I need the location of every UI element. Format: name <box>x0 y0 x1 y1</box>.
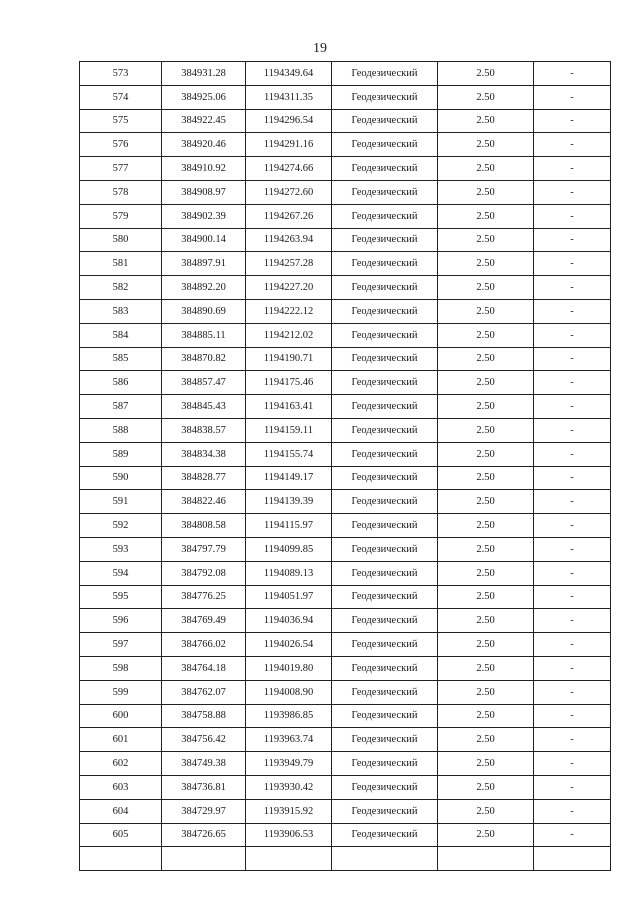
y-coordinate-cell: 1194227.20 <box>246 276 332 300</box>
table-row <box>80 347 611 371</box>
x-coordinate-cell: 384792.08 <box>162 561 246 585</box>
point-number-cell: 601 <box>80 728 162 752</box>
point-number-cell: 583 <box>80 299 162 323</box>
method-cell: Геодезический <box>332 537 438 561</box>
method-cell: Геодезический <box>332 62 438 86</box>
table-row <box>80 204 611 228</box>
x-coordinate-cell: 384828.77 <box>162 466 246 490</box>
description-cell: - <box>534 276 611 300</box>
point-number-cell: 598 <box>80 656 162 680</box>
description-cell: - <box>534 775 611 799</box>
method-cell: Геодезический <box>332 442 438 466</box>
method-cell: Геодезический <box>332 609 438 633</box>
accuracy-cell: 2.50 <box>438 276 534 300</box>
accuracy-cell: 2.50 <box>438 299 534 323</box>
description-cell: - <box>534 514 611 538</box>
table-row <box>80 656 611 680</box>
accuracy-cell: 2.50 <box>438 656 534 680</box>
method-cell: Геодезический <box>332 204 438 228</box>
accuracy-cell: 2.50 <box>438 490 534 514</box>
description-cell: - <box>534 585 611 609</box>
accuracy-cell: 2.50 <box>438 157 534 181</box>
table-row <box>80 299 611 323</box>
description-cell: - <box>534 252 611 276</box>
table-row <box>80 252 611 276</box>
table-row <box>80 109 611 133</box>
y-coordinate-cell: 1194311.35 <box>246 85 332 109</box>
point-number-cell: 584 <box>80 323 162 347</box>
y-coordinate-cell: 1194291.16 <box>246 133 332 157</box>
table-row <box>80 561 611 585</box>
method-cell: Геодезический <box>332 823 438 847</box>
accuracy-cell: 2.50 <box>438 323 534 347</box>
method-cell: Геодезический <box>332 395 438 419</box>
point-number-cell: 593 <box>80 537 162 561</box>
point-number-cell: 590 <box>80 466 162 490</box>
accuracy-cell: 2.50 <box>438 537 534 561</box>
description-cell: - <box>534 323 611 347</box>
table-row <box>80 442 611 466</box>
accuracy-cell: 2.50 <box>438 62 534 86</box>
table-row <box>80 371 611 395</box>
point-number-cell: 580 <box>80 228 162 252</box>
table-row <box>80 395 611 419</box>
x-coordinate-cell: 384736.81 <box>162 775 246 799</box>
point-number-cell: 600 <box>80 704 162 728</box>
y-coordinate-cell: 1194272.60 <box>246 180 332 204</box>
table-row <box>80 609 611 633</box>
description-cell: - <box>534 561 611 585</box>
x-coordinate-cell: 384808.58 <box>162 514 246 538</box>
point-number-cell: 581 <box>80 252 162 276</box>
y-coordinate-cell: 1194149.17 <box>246 466 332 490</box>
y-coordinate-cell: 1194349.64 <box>246 62 332 86</box>
method-cell: Геодезический <box>332 752 438 776</box>
y-coordinate-cell: 1194296.54 <box>246 109 332 133</box>
x-coordinate-cell: 384769.49 <box>162 609 246 633</box>
y-coordinate-cell: 1194089.13 <box>246 561 332 585</box>
table-row <box>80 704 611 728</box>
x-coordinate-cell: 384870.82 <box>162 347 246 371</box>
method-cell: Геодезический <box>332 85 438 109</box>
point-number-cell: 586 <box>80 371 162 395</box>
description-cell: - <box>534 728 611 752</box>
point-number-cell: 599 <box>80 680 162 704</box>
method-cell: Геодезический <box>332 514 438 538</box>
method-cell: Геодезический <box>332 180 438 204</box>
x-coordinate-cell: 384729.97 <box>162 799 246 823</box>
point-number-cell: 594 <box>80 561 162 585</box>
method-cell: Геодезический <box>332 704 438 728</box>
accuracy-cell: 2.50 <box>438 371 534 395</box>
table-row <box>80 180 611 204</box>
y-coordinate-cell: 1194019.80 <box>246 656 332 680</box>
x-coordinate-cell: 384920.46 <box>162 133 246 157</box>
y-coordinate-cell: 1194051.97 <box>246 585 332 609</box>
table-row <box>80 418 611 442</box>
y-coordinate-cell: 1194099.85 <box>246 537 332 561</box>
description-cell: - <box>534 180 611 204</box>
description-cell: - <box>534 371 611 395</box>
x-coordinate-cell: 384897.91 <box>162 252 246 276</box>
accuracy-cell: 2.50 <box>438 133 534 157</box>
table-row <box>80 633 611 657</box>
method-cell: Геодезический <box>332 775 438 799</box>
x-coordinate-cell: 384766.02 <box>162 633 246 657</box>
method-cell: Геодезический <box>332 728 438 752</box>
method-cell: Геодезический <box>332 561 438 585</box>
spacer-cell <box>332 847 438 871</box>
method-cell: Геодезический <box>332 299 438 323</box>
accuracy-cell: 2.50 <box>438 347 534 371</box>
accuracy-cell: 2.50 <box>438 85 534 109</box>
accuracy-cell: 2.50 <box>438 204 534 228</box>
method-cell: Геодезический <box>332 276 438 300</box>
description-cell: - <box>534 442 611 466</box>
y-coordinate-cell: 1193963.74 <box>246 728 332 752</box>
method-cell: Геодезический <box>332 133 438 157</box>
table-row <box>80 466 611 490</box>
description-cell: - <box>534 204 611 228</box>
description-cell: - <box>534 704 611 728</box>
accuracy-cell: 2.50 <box>438 442 534 466</box>
coordinates-table-body <box>80 62 611 847</box>
description-cell: - <box>534 752 611 776</box>
y-coordinate-cell: 1194190.71 <box>246 347 332 371</box>
y-coordinate-cell: 1194222.12 <box>246 299 332 323</box>
description-cell: - <box>534 395 611 419</box>
accuracy-cell: 2.50 <box>438 561 534 585</box>
point-number-cell: 591 <box>80 490 162 514</box>
table-row <box>80 585 611 609</box>
description-cell: - <box>534 490 611 514</box>
y-coordinate-cell: 1194163.41 <box>246 395 332 419</box>
x-coordinate-cell: 384908.97 <box>162 180 246 204</box>
x-coordinate-cell: 384749.38 <box>162 752 246 776</box>
y-coordinate-cell: 1194257.28 <box>246 252 332 276</box>
y-coordinate-cell: 1194267.26 <box>246 204 332 228</box>
point-number-cell: 585 <box>80 347 162 371</box>
y-coordinate-cell: 1194139.39 <box>246 490 332 514</box>
description-cell: - <box>534 799 611 823</box>
x-coordinate-cell: 384776.25 <box>162 585 246 609</box>
x-coordinate-cell: 384834.38 <box>162 442 246 466</box>
method-cell: Геодезический <box>332 371 438 395</box>
description-cell: - <box>534 347 611 371</box>
y-coordinate-cell: 1194008.90 <box>246 680 332 704</box>
x-coordinate-cell: 384931.28 <box>162 62 246 86</box>
description-cell: - <box>534 228 611 252</box>
x-coordinate-cell: 384797.79 <box>162 537 246 561</box>
spacer-cell <box>80 847 162 871</box>
description-cell: - <box>534 633 611 657</box>
method-cell: Геодезический <box>332 633 438 657</box>
method-cell: Геодезический <box>332 252 438 276</box>
point-number-cell: 575 <box>80 109 162 133</box>
point-number-cell: 578 <box>80 180 162 204</box>
point-number-cell: 577 <box>80 157 162 181</box>
point-number-cell: 574 <box>80 85 162 109</box>
description-cell: - <box>534 299 611 323</box>
accuracy-cell: 2.50 <box>438 752 534 776</box>
x-coordinate-cell: 384857.47 <box>162 371 246 395</box>
y-coordinate-cell: 1194036.94 <box>246 609 332 633</box>
point-number-cell: 597 <box>80 633 162 657</box>
method-cell: Геодезический <box>332 799 438 823</box>
accuracy-cell: 2.50 <box>438 514 534 538</box>
description-cell: - <box>534 537 611 561</box>
y-coordinate-cell: 1193915.92 <box>246 799 332 823</box>
y-coordinate-cell: 1193930.42 <box>246 775 332 799</box>
x-coordinate-cell: 384890.69 <box>162 299 246 323</box>
description-cell: - <box>534 823 611 847</box>
accuracy-cell: 2.50 <box>438 418 534 442</box>
table-row <box>80 490 611 514</box>
y-coordinate-cell: 1194115.97 <box>246 514 332 538</box>
table-row <box>80 323 611 347</box>
y-coordinate-cell: 1193906.53 <box>246 823 332 847</box>
accuracy-cell: 2.50 <box>438 395 534 419</box>
accuracy-cell: 2.50 <box>438 680 534 704</box>
x-coordinate-cell: 384756.42 <box>162 728 246 752</box>
method-cell: Геодезический <box>332 157 438 181</box>
description-cell: - <box>534 418 611 442</box>
accuracy-cell: 2.50 <box>438 180 534 204</box>
y-coordinate-cell: 1194212.02 <box>246 323 332 347</box>
description-cell: - <box>534 133 611 157</box>
description-cell: - <box>534 157 611 181</box>
method-cell: Геодезический <box>332 585 438 609</box>
description-cell: - <box>534 109 611 133</box>
point-number-cell: 573 <box>80 62 162 86</box>
point-number-cell: 589 <box>80 442 162 466</box>
method-cell: Геодезический <box>332 680 438 704</box>
x-coordinate-cell: 384900.14 <box>162 228 246 252</box>
point-number-cell: 588 <box>80 418 162 442</box>
table-row <box>80 133 611 157</box>
x-coordinate-cell: 384726.65 <box>162 823 246 847</box>
point-number-cell: 595 <box>80 585 162 609</box>
point-number-cell: 592 <box>80 514 162 538</box>
point-number-cell: 587 <box>80 395 162 419</box>
table-row <box>80 514 611 538</box>
description-cell: - <box>534 62 611 86</box>
point-number-cell: 605 <box>80 823 162 847</box>
x-coordinate-cell: 384885.11 <box>162 323 246 347</box>
method-cell: Геодезический <box>332 228 438 252</box>
method-cell: Геодезический <box>332 466 438 490</box>
table-row <box>80 276 611 300</box>
accuracy-cell: 2.50 <box>438 109 534 133</box>
point-number-cell: 602 <box>80 752 162 776</box>
point-number-cell: 603 <box>80 775 162 799</box>
method-cell: Геодезический <box>332 323 438 347</box>
description-cell: - <box>534 656 611 680</box>
point-number-cell: 604 <box>80 799 162 823</box>
y-coordinate-cell: 1194263.94 <box>246 228 332 252</box>
page-number: 19 <box>313 41 327 56</box>
y-coordinate-cell: 1194155.74 <box>246 442 332 466</box>
accuracy-cell: 2.50 <box>438 799 534 823</box>
y-coordinate-cell: 1194274.66 <box>246 157 332 181</box>
x-coordinate-cell: 384910.92 <box>162 157 246 181</box>
method-cell: Геодезический <box>332 347 438 371</box>
table-row <box>80 775 611 799</box>
x-coordinate-cell: 384892.20 <box>162 276 246 300</box>
table-row <box>80 728 611 752</box>
table-row <box>80 85 611 109</box>
description-cell: - <box>534 466 611 490</box>
table-row <box>80 680 611 704</box>
description-cell: - <box>534 85 611 109</box>
method-cell: Геодезический <box>332 109 438 133</box>
accuracy-cell: 2.50 <box>438 252 534 276</box>
y-coordinate-cell: 1194159.11 <box>246 418 332 442</box>
accuracy-cell: 2.50 <box>438 633 534 657</box>
table-row <box>80 752 611 776</box>
description-cell: - <box>534 609 611 633</box>
point-number-cell: 582 <box>80 276 162 300</box>
x-coordinate-cell: 384922.45 <box>162 109 246 133</box>
x-coordinate-cell: 384838.57 <box>162 418 246 442</box>
x-coordinate-cell: 384925.06 <box>162 85 246 109</box>
accuracy-cell: 2.50 <box>438 823 534 847</box>
method-cell: Геодезический <box>332 418 438 442</box>
spacer-cell <box>162 847 246 871</box>
accuracy-cell: 2.50 <box>438 585 534 609</box>
y-coordinate-cell: 1193949.79 <box>246 752 332 776</box>
table-bottom-spacer <box>80 847 611 871</box>
accuracy-cell: 2.50 <box>438 775 534 799</box>
y-coordinate-cell: 1193986.85 <box>246 704 332 728</box>
table-row <box>80 799 611 823</box>
x-coordinate-cell: 384822.46 <box>162 490 246 514</box>
point-number-cell: 596 <box>80 609 162 633</box>
accuracy-cell: 2.50 <box>438 609 534 633</box>
accuracy-cell: 2.50 <box>438 466 534 490</box>
spacer-cell <box>246 847 332 871</box>
accuracy-cell: 2.50 <box>438 728 534 752</box>
accuracy-cell: 2.50 <box>438 704 534 728</box>
spacer-cell <box>534 847 611 871</box>
point-number-cell: 576 <box>80 133 162 157</box>
method-cell: Геодезический <box>332 656 438 680</box>
table-row <box>80 62 611 86</box>
table-row <box>80 537 611 561</box>
description-cell: - <box>534 680 611 704</box>
spacer-cell <box>438 847 534 871</box>
table-row <box>80 823 611 847</box>
accuracy-cell: 2.50 <box>438 228 534 252</box>
x-coordinate-cell: 384762.07 <box>162 680 246 704</box>
x-coordinate-cell: 384758.88 <box>162 704 246 728</box>
x-coordinate-cell: 384764.18 <box>162 656 246 680</box>
table-row <box>80 228 611 252</box>
table-row <box>80 157 611 181</box>
x-coordinate-cell: 384845.43 <box>162 395 246 419</box>
y-coordinate-cell: 1194175.46 <box>246 371 332 395</box>
x-coordinate-cell: 384902.39 <box>162 204 246 228</box>
method-cell: Геодезический <box>332 490 438 514</box>
coordinates-table <box>79 61 611 871</box>
point-number-cell: 579 <box>80 204 162 228</box>
y-coordinate-cell: 1194026.54 <box>246 633 332 657</box>
